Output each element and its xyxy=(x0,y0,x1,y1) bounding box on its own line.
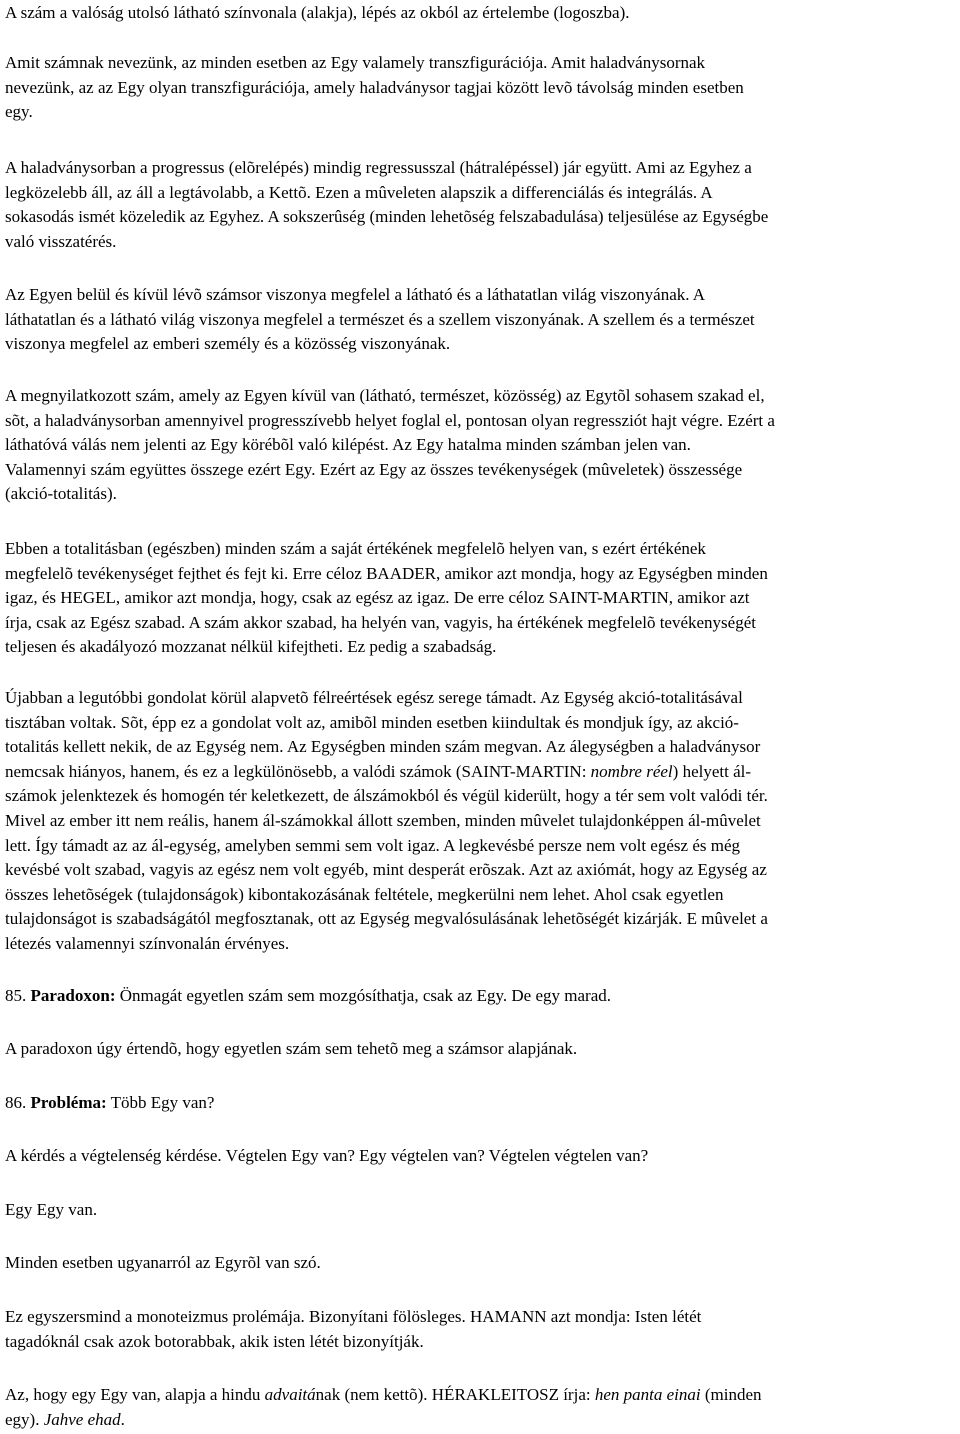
text-line: A szám a valóság utolsó látható színvonala (alakja), lépés az okból az értelembe (logoszba). xyxy=(5,3,630,22)
text-line: lett. Így támadt az az ál-egység, amelyben semmi sem volt igaz. A legkevésbé persze nem volt egész és még xyxy=(5,835,740,855)
paragraph-2 xyxy=(5,51,957,125)
text-line: láthatóvá válás nem jelenti az Egy körébõl való kilépést. Az Egy hatalma minden számban jelen van. xyxy=(5,435,691,455)
text-line: A paradoxon úgy értendõ, hogy egyetlen szám sem tehetõ meg a számsor alapjának. xyxy=(5,1039,578,1058)
text-line: való visszatérés. xyxy=(5,231,117,251)
text-line: nevezünk, az az Egy olyan transzfigurációja, amely haladványsor tagjai között levõ távolság minden esetben xyxy=(5,77,744,97)
italic-term: hen panta einai xyxy=(594,1385,701,1404)
item-label: Paradoxon: xyxy=(30,986,116,1005)
paragraph-86 xyxy=(5,1091,957,1116)
text-segment: nak (nem kettõ). HÉRAKLEITOSZ írja: xyxy=(315,1385,595,1404)
text-segment: Az, hogy egy Egy van, alapja a hindu xyxy=(5,1385,265,1404)
text-line: sokasodás ismét közeledik az Egyhez. A sokszerûség (minden lehetõség felszabadulása) teljesülése az Egységbe xyxy=(5,207,769,227)
paragraph-85 xyxy=(5,984,957,1009)
text-line: (akció-totalitás). xyxy=(5,484,117,504)
text-line: kevésbé volt szabad, vagyis az egész nem volt egyéb, mint desperát erõszak. Azt az axiómát, hogy az Egység az xyxy=(5,860,767,880)
text-line: tisztában voltak. Sõt, épp ez a gondolat volt az, amibõl minden esetben kiindultak és mondjuk így, az akció- xyxy=(5,712,739,732)
text-line: láthatatlan és a látható világ viszonya megfelel a természet és a szellem viszonyának. A szellem és a természet xyxy=(5,309,755,329)
text-line: megfelelõ tevékenységet fejthet és fejt ki. Erre céloz BAADER, amikor azt mondja, hogy az Egységben minden xyxy=(5,563,768,583)
paragraph-6 xyxy=(5,537,957,660)
text-line xyxy=(5,1408,957,1433)
paragraph-9 xyxy=(5,1144,957,1169)
paragraph-3 xyxy=(5,156,957,254)
text-line: írja, csak az Egész szabad. A szám akkor szabad, ha helyén van, vagyis, ha értékének megfelelõ tevékenységét xyxy=(5,612,756,632)
text-line: Valamennyi szám együttes összege ezért Egy. Ezért az Egy az összes tevékenységek (mûveletek) összessége xyxy=(5,459,743,479)
text-line: Ez egyszersmind a monoteizmus prolémája. Bizonyítani fölösleges. HAMANN azt mondja: Isten létét xyxy=(5,1307,702,1326)
item-text: Önmagát egyetlen szám sem mozgósíthatja, csak az Egy. De egy marad. xyxy=(115,986,611,1005)
text-line: Amit számnak nevezünk, az minden esetben az Egy valamely transzfigurációja. Amit haladványsornak xyxy=(5,53,706,72)
paragraph-1 xyxy=(5,1,957,26)
text-segment: (minden xyxy=(700,1385,762,1404)
paragraph-5 xyxy=(5,384,957,507)
italic-term: advaitá xyxy=(264,1385,316,1404)
text-line: létezés valamennyi színvonalán érvényes. xyxy=(5,933,290,953)
text-line xyxy=(5,760,957,785)
text-line: A kérdés a végtelenség kérdése. Végtelen Egy van? Egy végtelen van? Végtelen végtelen van? xyxy=(5,1146,649,1165)
text-line: Minden esetben ugyanarról az Egyrõl van szó. xyxy=(5,1253,321,1272)
item-text: Több Egy van? xyxy=(106,1093,215,1112)
paragraph-7 xyxy=(5,686,957,957)
paragraph-12 xyxy=(5,1305,957,1354)
text-line: A megnyilatkozott szám, amely az Egyen kívül van (látható, természet, közösség) az Egytõl sohasem szakad el, xyxy=(5,386,765,405)
paragraph-11 xyxy=(5,1251,957,1276)
text-segment: . xyxy=(120,1409,125,1429)
text-segment: ) helyett ál- xyxy=(672,761,752,781)
text-line: A haladványsorban a progressus (elõrelépés) mindig regressusszal (hátralépéssel) jár együtt. Ami az Egyhez a xyxy=(5,158,752,177)
text-line: egy. xyxy=(5,102,33,122)
item-label: Probléma: xyxy=(30,1093,107,1112)
paragraph-10 xyxy=(5,1198,957,1223)
text-line: igaz, és HEGEL, amikor azt mondja, hogy, csak az egész az igaz. De erre céloz SAINT-MARTIN, amikor azt xyxy=(5,588,750,608)
text-line xyxy=(5,1091,957,1116)
paragraph-13 xyxy=(5,1383,957,1432)
text-line: totalitás kellett nekik, de az Egység nem. Az Egységben minden szám megvan. Az álegységben a haladványsor xyxy=(5,737,761,757)
text-line: Ebben a totalitásban (egészben) minden szám a saját értékének megfelelõ helyen van, s ezért értékének xyxy=(5,539,706,558)
item-number: 85. xyxy=(5,986,31,1005)
text-line: tagadóknál csak azok botorabbak, akik isten létét bizonyítják. xyxy=(5,1331,424,1351)
item-number: 86. xyxy=(5,1093,31,1112)
italic-term: Jahve ehad xyxy=(43,1409,121,1429)
text-line: számok jelenktezek és homogén tér keletkezett, de álszámokból és végül kiderült, hogy a tér sem volt valódi tér. xyxy=(5,786,768,806)
paragraph-8 xyxy=(5,1037,957,1062)
text-segment: egy). xyxy=(5,1409,44,1429)
text-line: sõt, a haladványsorban amennyivel progresszívebb helyet foglal el, pontosan olyan regressziót hajt végre. Ezért a xyxy=(5,410,775,430)
text-line: viszonya megfelel az emberi személy és a közösség viszonyának. xyxy=(5,334,451,354)
text-segment: nemcsak hiányos, hanem, és ez a legkülönösebb, a valódi számok (SAINT-MARTIN: xyxy=(5,761,591,781)
text-line: összes lehetõségek (tulajdonságok) kibontakozásának feltétele, megkerülni nem lehet. Ahol csak egyetlen xyxy=(5,884,724,904)
text-line: Újabban a legutóbbi gondolat körül alapvetõ félreértések egész serege támadt. Az Egység akció-totalitásával xyxy=(5,688,743,707)
text-line: teljesen és akadályozó mozzanat nélkül kifejtheti. Ez pedig a szabadság. xyxy=(5,637,497,657)
text-line: Az Egyen belül és kívül lévõ számsor viszonya megfelel a látható és a láthatatlan világ viszonyának. A xyxy=(5,285,706,304)
text-line: Egy Egy van. xyxy=(5,1200,98,1219)
text-line xyxy=(5,984,957,1009)
text-line: legközelebb áll, az áll a legtávolabb, a Kettõ. Ezen a mûveleten alapszik a differenciálás és integrálás. A xyxy=(5,182,713,202)
italic-term: nombre réel xyxy=(590,761,673,781)
text-line xyxy=(5,1383,957,1408)
text-line: Mivel az ember itt nem reális, hanem ál-számokkal állott szemben, minden mûvelet tulajdonképpen ál-mûvelet xyxy=(5,810,761,830)
paragraph-4 xyxy=(5,283,957,357)
text-line: tulajdonságot is szabadságától megfosztanak, ott az Egység megvalósulásának lehetõségét kizárják. E mûvelet a xyxy=(5,909,768,929)
